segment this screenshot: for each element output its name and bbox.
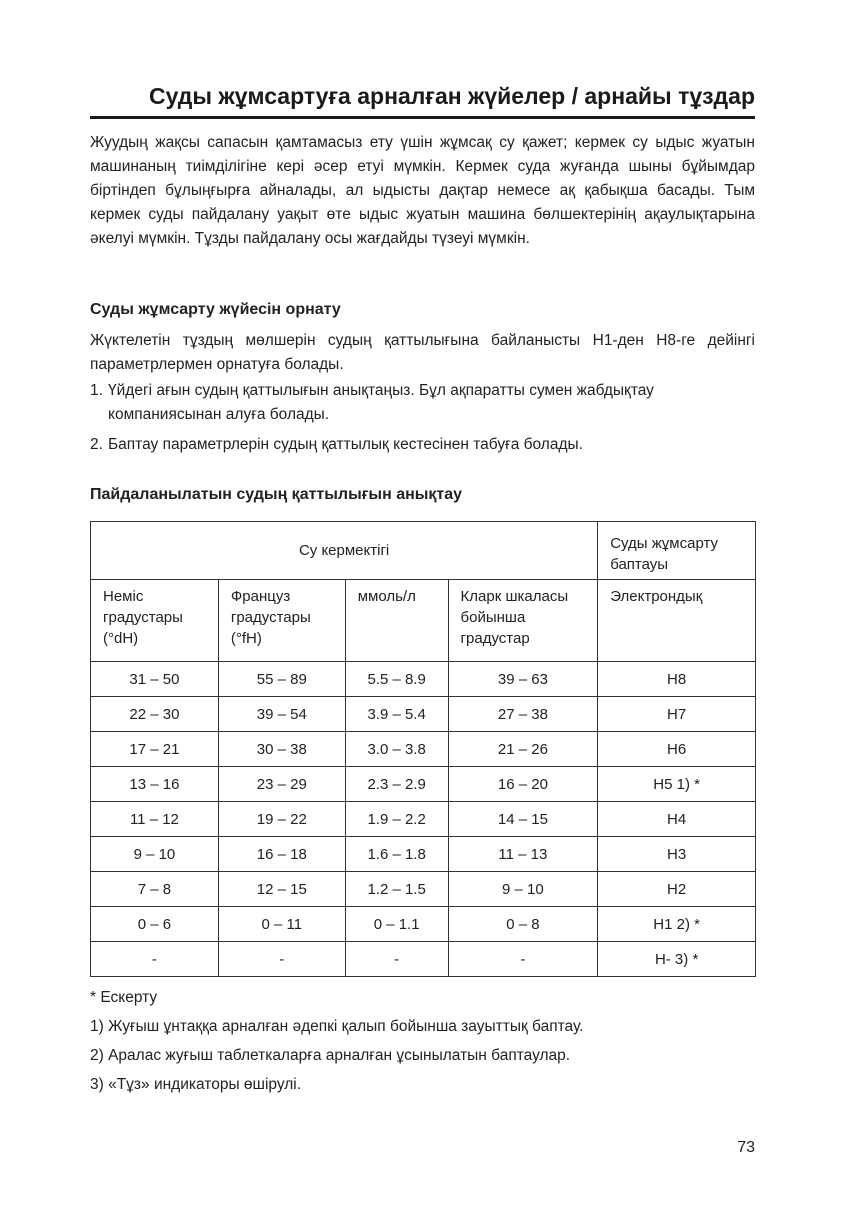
table-cell: 1.2 – 1.5 <box>345 872 448 907</box>
steps-list <box>90 379 755 463</box>
table-cell: 9 – 10 <box>91 837 219 872</box>
table-cell: 1.6 – 1.8 <box>345 837 448 872</box>
table-row <box>91 697 756 732</box>
table-cell: 39 – 63 <box>448 662 598 697</box>
table-row <box>91 907 756 942</box>
table-cell: H- 3) * <box>598 942 756 977</box>
step-item <box>90 379 755 427</box>
table-heading: Пайдаланылатын судың қаттылығын анықтау <box>90 486 463 503</box>
table-cell: 0 – 1.1 <box>345 907 448 942</box>
table-cell: 17 – 21 <box>91 732 219 767</box>
table-row <box>91 662 756 697</box>
column-header-electronic: Электрондық <box>598 580 756 662</box>
table-row <box>91 942 756 977</box>
step-number: 2. <box>90 436 103 453</box>
section-paragraph: Жүктелетін тұздың мөлшерін судың қаттылығына байланысты H1-ден H8-ге дейінгі параметрлермен орнатуға болады. <box>90 332 755 373</box>
table-cell: 16 – 18 <box>218 837 345 872</box>
intro-paragraph: Жуудың жақсы сапасын қамтамасыз ету үшін жұмсақ су қажет; кермек су ыдыс жуатын машинаның тиімділігіне кері әсер етуі мүмкін. Кермек суда жуғанда шыны бұйымдар біртіндеп бұлыңғырға айналады, ал ыдысты дақтар немесе ақ қабықша басады. Тым кермек суды пайдалану уақыт өте ыдыс жуатын машина бөлшектерінің ақаулықтарына әкелуі мүмкін. Тұзды пайдалану осы жағдайды түзеуі мүмкін. <box>90 134 755 247</box>
table-cell: 1.9 – 2.2 <box>345 802 448 837</box>
table-cell: - <box>218 942 345 977</box>
table-cell: H7 <box>598 697 756 732</box>
table-cell: H5 1) * <box>598 767 756 802</box>
table-cell: 30 – 38 <box>218 732 345 767</box>
column-header-mmol: ммоль/л <box>345 580 448 662</box>
table-cell: 0 – 11 <box>218 907 345 942</box>
table-cell: - <box>91 942 219 977</box>
table-cell: 12 – 15 <box>218 872 345 907</box>
footnote: 3) «Тұз» индикаторы өшірулі. <box>90 1076 302 1093</box>
table-cell: H6 <box>598 732 756 767</box>
table-cell: H2 <box>598 872 756 907</box>
table-row <box>91 872 756 907</box>
table-cell: 39 – 54 <box>218 697 345 732</box>
table-cell: 11 – 13 <box>448 837 598 872</box>
table-cell: H3 <box>598 837 756 872</box>
page-number: 73 <box>737 1139 755 1156</box>
table-cell: - <box>448 942 598 977</box>
table-cell: H1 2) * <box>598 907 756 942</box>
footnote: 2) Аралас жуғыш таблеткаларға арналған ұсынылатын баптаулар. <box>90 1047 571 1064</box>
water-hardness-group-header: Су кермектігі <box>91 522 598 580</box>
table-cell: 22 – 30 <box>91 697 219 732</box>
table-cell: 23 – 29 <box>218 767 345 802</box>
table-cell: - <box>345 942 448 977</box>
table-group-header-row <box>91 522 756 580</box>
table-cell: 5.5 – 8.9 <box>345 662 448 697</box>
table-cell: 27 – 38 <box>448 697 598 732</box>
table-cell: 3.9 – 5.4 <box>345 697 448 732</box>
table-cell: 14 – 15 <box>448 802 598 837</box>
table-cell: 16 – 20 <box>448 767 598 802</box>
table-cell: 19 – 22 <box>218 802 345 837</box>
footnotes <box>90 986 583 1102</box>
table-row <box>91 732 756 767</box>
table-row <box>91 802 756 837</box>
table-cell: 3.0 – 3.8 <box>345 732 448 767</box>
step-text: Үйдегі ағын судың қаттылығын анықтаңыз. Бұл ақпаратты сумен жабдықтау компаниясынан алуға болады. <box>108 382 654 423</box>
table-row <box>91 767 756 802</box>
table-cell: 0 – 8 <box>448 907 598 942</box>
title-rule <box>90 116 755 119</box>
footnote: * Ескерту <box>90 989 158 1006</box>
table-cell: 0 – 6 <box>91 907 219 942</box>
column-header-clarke-degrees: Кларк шкаласы бойынша градустар <box>448 580 598 662</box>
table-cell: H4 <box>598 802 756 837</box>
step-text: Баптау параметрлерін судың қаттылық кестесінен табуға болады. <box>108 436 583 453</box>
column-header-german-degrees: Неміс градустары (°dH) <box>91 580 219 662</box>
table-cell: 21 – 26 <box>448 732 598 767</box>
table-cell: 13 – 16 <box>91 767 219 802</box>
water-hardness-table <box>90 521 756 977</box>
table-cell: 7 – 8 <box>91 872 219 907</box>
table-column-header-row <box>91 580 756 662</box>
step-item <box>90 433 755 457</box>
table-cell: 11 – 12 <box>91 802 219 837</box>
table-cell: 2.3 – 2.9 <box>345 767 448 802</box>
column-header-french-degrees: Француз градустары (°fH) <box>218 580 345 662</box>
softener-setting-header: Суды жұмсарту баптауы <box>598 522 756 580</box>
page-title: Суды жұмсартуға арналған жүйелер / арнайы тұздар <box>148 83 755 109</box>
table-cell: H8 <box>598 662 756 697</box>
table-row <box>91 837 756 872</box>
table-cell: 55 – 89 <box>218 662 345 697</box>
footnote: 1) Жуғыш ұнтаққа арналған әдепкі қалып бойынша зауыттық баптау. <box>90 1018 584 1035</box>
table-cell: 9 – 10 <box>448 872 598 907</box>
table-cell: 31 – 50 <box>91 662 219 697</box>
step-number: 1. <box>90 382 103 399</box>
section-heading: Суды жұмсарту жүйесін орнату <box>90 301 341 318</box>
